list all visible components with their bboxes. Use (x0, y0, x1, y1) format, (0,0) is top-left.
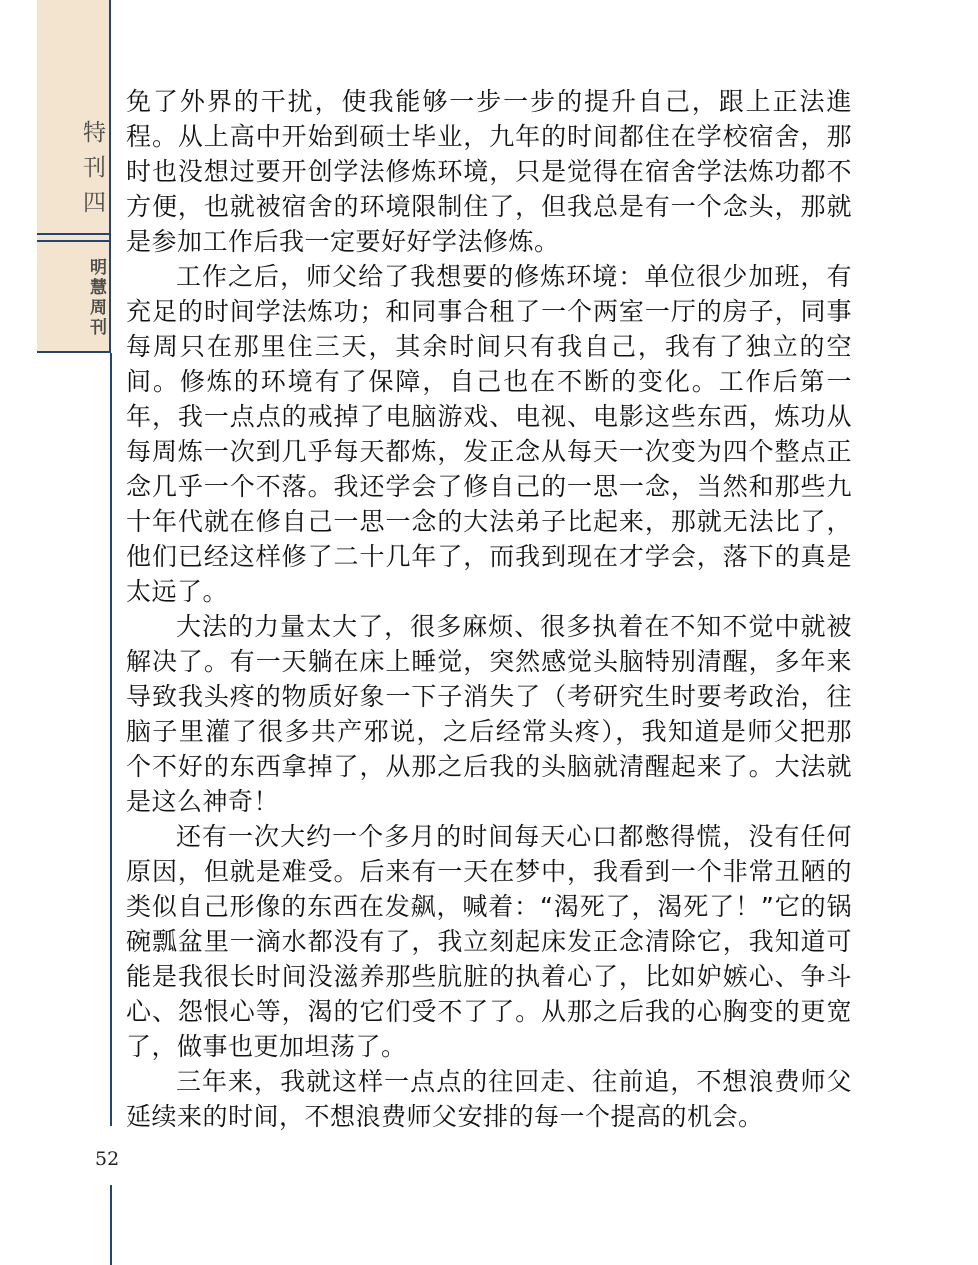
article-paragraph-5: 三年来，我就这样一点点的往回走、往前追，不想浪费师父延续来的时间，不想浪费师父安排的每一个提高的机会。 (126, 1067, 852, 1131)
sidebar-bottom-rule (37, 351, 109, 353)
article-paragraph-4: 还有一次大约一个多月的时间每天心口都憋得慌，没有任何原因，但就是难受。后来有一天在梦中，我看到一个非常丑陋的类似自己形像的东西在发飙，喊着：“渴死了，渴死了！”它的锅碗瓢盆里一滴水都没有了，我立刻起床发正念清除它，我知道可能是我很长时间没滋养那些肮脏的执着心了，比如妒嫉心、争斗心、怨恨心等，渴的它们受不了了。从那之后我的心胸变的更宽了，做事也更加坦荡了。 (126, 822, 852, 1061)
vertical-rule-upper (110, 353, 112, 1126)
article-paragraph-1: 免了外界的干扰，使我能够一步一步的提升自己，跟上正法進程。从上高中开始到硕士毕业，九年的时间都住在学校宿舍，那时也没想过要开创学法修炼环境，只是觉得在宿舍学法炼功都不方便，也就被宿舍的环境限制住了，但我总是有一个念头，那就是参加工作后我一定要好好学法修炼。 (126, 87, 852, 256)
page-number: 52 (95, 1148, 120, 1170)
vertical-rule-lower (110, 1185, 112, 1265)
article-paragraph-3: 大法的力量太大了，很多麻烦、很多执着在不知不觉中就被解决了。有一天躺在床上睡觉，突然感觉头脑特别清醒，多年来导致我头疼的物质好象一下子消失了（考研究生时要考政治，往脑子里灌了很多共产邪说，之后经常头疼），我知道是师父把那个不好的东西拿掉了，从那之后我的头脑就清醒起来了。大法就是这么神奇！ (126, 612, 852, 816)
sidebar-divider-top (37, 233, 109, 235)
article-paragraph-2: 工作之后，师父给了我想要的修炼环境：单位很少加班，有充足的时间学法炼功；和同事合租了一个两室一厅的房子，同事每周只在那里住三天，其余时间只有我自己，我有了独立的空间。修炼的环境有了保障，自己也在不断的变化。工作后第一年，我一点点的戒掉了电脑游戏、电视、电影这些东西，炼功从每周炼一次到几乎每天都炼，发正念从每天一次变为四个整点正念几乎一个不落。我还学会了修自己的一思一念，当然和那些九十年代就在修自己一思一念的大法弟子比起来，那就无法比了，他们已经这样修了二十几年了，而我到现在才学会，落下的真是太远了。 (126, 262, 852, 606)
publication-title: 明慧周刊 (86, 258, 106, 338)
sidebar-divider-bottom (37, 240, 109, 242)
special-issue-title: 特刊四 (79, 120, 105, 225)
article-body (126, 84, 852, 1134)
